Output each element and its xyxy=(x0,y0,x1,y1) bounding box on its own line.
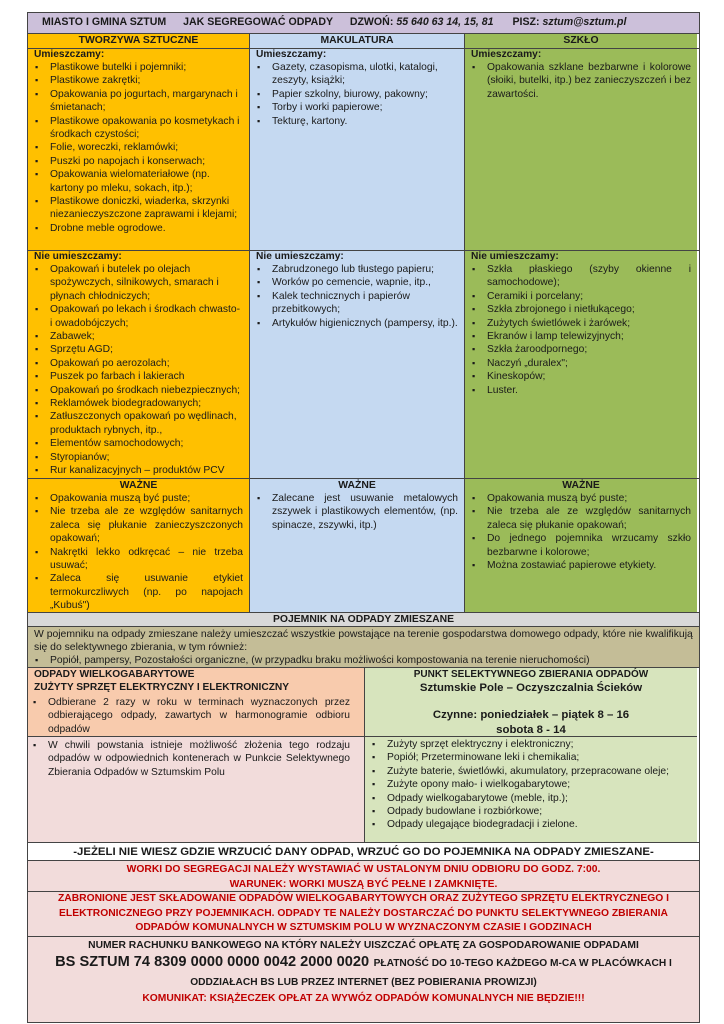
list-item: ▪ Nie trzeba ale ze względów sanitarnych zaleca się płukanie zanieczyszczonych opakowań; xyxy=(50,505,243,545)
list-item: ▪ Plastikowe butelki i pojemniki; xyxy=(50,61,243,74)
important-row xyxy=(28,479,699,613)
header-glass: SZKŁO xyxy=(465,34,697,48)
list-item: ▪ Opakowania wielomateriałowe (np. kartony po mleku, sokach, itp.); xyxy=(50,168,243,195)
list-item: ▪ Plastikowe opakowania po kosmetykach i środkach czystości; xyxy=(50,115,243,142)
bulky-waste-top xyxy=(28,668,364,737)
list-item: ▪ Szkła zbrojonego i nietłukącego; xyxy=(487,303,691,316)
paper-important-list xyxy=(250,492,464,532)
header-plastic: TWORZYWA SZTUCZNE xyxy=(28,34,250,48)
list-item: ▪ Opakowania muszą być puste; xyxy=(50,492,243,505)
bank-notice: KOMUNIKAT: KSIĄŻECZEK OPŁAT ZA WYWÓZ ODPADÓW KOMUNALNYCH NIE BĘDZIE!!! xyxy=(142,993,585,1004)
bank-account-number[interactable]: BS SZTUM 74 8309 0000 0000 0042 2000 0020 xyxy=(55,954,370,970)
prohibition-row xyxy=(28,892,699,937)
list-item: ▪ Zużyty sprzęt elektryczny i elektroniczny; xyxy=(387,738,691,751)
list-item: ▪ Artykułów higienicznych (pampersy, itp.). xyxy=(272,317,458,330)
glass-important-list xyxy=(465,492,697,572)
list-item: ▪ Zużytych świetlówek i żarówek; xyxy=(487,317,691,330)
prohibition-text: ZABRONIONE JEST SKŁADOWANIE ODPADÓW WIELKOGABARYTOWYCH ORAZ ZUŻYTEGO SPRZĘTU ELEKTRYCZNEGO I ELEKTRONICZNEGO PRZY POJEMNIKACH. ODPADY TE NALEŻY DOSTARCZAĆ DO PUNKTU SELEKTYWNEGO ZBIERANIA ODPADÓW KOMUNALNYCH W SZTUMSKIM POLU W WYZNACZONYM CZASIE I GODZINACH xyxy=(58,893,669,934)
pszok-bottom xyxy=(365,737,697,842)
pszok-title: PUNKT SELEKTYWNEGO ZBIERANIA ODPADÓW xyxy=(413,669,649,680)
mixed-waste-text: W pojemniku na odpady zmieszane należy umieszczać wszystkie powstające na terenie gospodarstwa domowego odpady, które nie kwalifikują się do selektywnego zbierania, w tym również: xyxy=(34,629,693,654)
list-item: ▪ Naczyń „duralex"; xyxy=(487,357,691,370)
list-item: ▪ Kalek technicznych i papierów przebitkowych; xyxy=(272,290,458,317)
list-item: ▪ Szkła płaskiego (szyby okienne i samochodowe); xyxy=(487,263,691,290)
list-item: ▪ Tekturę, kartony. xyxy=(272,115,458,128)
pszok-top xyxy=(365,668,697,737)
not-allowed-row xyxy=(28,251,699,479)
list-item: ▪ Drobne meble ogrodowe. xyxy=(50,222,243,235)
header-paper: MAKULATURA xyxy=(250,34,465,48)
column-headers xyxy=(28,34,699,49)
pszok-hours-saturday: sobota 8 - 14 xyxy=(496,724,566,736)
list-item: ▪ Puszki po napojach i konserwach; xyxy=(50,155,243,168)
list-item: ▪ Zabawek; xyxy=(50,330,243,343)
email-label: PISZ: xyxy=(512,16,540,28)
glass-allowed xyxy=(465,49,697,250)
list-item: ▪ Kineskopów; xyxy=(487,370,691,383)
list-item: ▪ Opakowań po lekach i środkach chwasto- i owadobójczych; xyxy=(50,303,243,330)
list-item: ▪ Luster. xyxy=(487,384,691,397)
list-item: ▪ Zużyte baterie, świetlówki, akumulatory, przepracowane oleje; xyxy=(387,765,691,778)
list-item: ▪ Opakowań i butelek po olejach spożywczych, silnikowych, smarach i płynach chłodniczych; xyxy=(50,263,243,303)
notice-row xyxy=(28,843,699,861)
plastic-important xyxy=(28,479,250,612)
plastic-allowed xyxy=(28,49,250,250)
list-item: ▪ Rur kanalizacyjnych – produktów PCV xyxy=(50,464,243,477)
list-item: ▪ Opakowania muszą być puste; xyxy=(487,492,691,505)
list-item: ▪ Reklamówek biodegradowanych; xyxy=(50,397,243,410)
list-item: ▪ Opakowania po jogurtach, margarynach i śmietanach; xyxy=(50,88,243,115)
bulky-waste-column xyxy=(28,668,365,842)
city-title: MIASTO I GMINA SZTUM xyxy=(42,16,167,28)
list-item: ▪ Zaleca się usuwanie etykiet termokurczliwych (np. po napojach „Kubuś") xyxy=(50,572,243,612)
plastic-allowed-label: Umieszczamy: xyxy=(34,49,105,60)
notice-text: -JEŻELI NIE WIESZ GDZIE WRZUCIĆ DANY ODPAD, WRZUĆ GO DO POJEMNIKA NA ODPADY ZMIESZANE- xyxy=(73,845,654,858)
mixed-waste-title: POJEMNIK NA ODPADY ZMIESZANE xyxy=(272,614,455,625)
glass-not-allowed-label: Nie umieszczamy: xyxy=(471,251,559,262)
mixed-waste-body xyxy=(28,627,699,668)
paper-important-label: WAŻNE xyxy=(338,480,376,491)
allowed-row xyxy=(28,49,699,251)
top-bar-line xyxy=(28,13,626,33)
paper-not-allowed xyxy=(250,251,465,478)
guide-title: JAK SEGREGOWAĆ ODPADY xyxy=(183,16,333,28)
warning-row xyxy=(28,861,699,892)
glass-not-allowed xyxy=(465,251,697,478)
pszok-hours-weekday: Czynne: poniedziałek – piątek 8 – 16 xyxy=(432,709,630,721)
paper-allowed-label: Umieszczamy: xyxy=(256,49,327,60)
list-item: ▪ Folie, woreczki, reklamówki; xyxy=(50,141,243,154)
list-item: ▪ Opakowania szklane bezbarwne i kolorowe (słoiki, butelki, itp.) bez zanieczyszczeń i bez zawartości. xyxy=(487,61,691,101)
plastic-allowed-list xyxy=(28,61,249,235)
list-item: ▪ Ekranów i lamp telewizyjnych; xyxy=(487,330,691,343)
list-item: ▪ Elementów samochodowych; xyxy=(50,437,243,450)
paper-allowed-list xyxy=(250,61,464,128)
email-address[interactable]: sztum@sztum.pl xyxy=(542,16,627,28)
paper-important xyxy=(250,479,465,612)
list-item: ▪ Szkła żaroodpornego; xyxy=(487,343,691,356)
glass-important-label: WAŻNE xyxy=(562,480,600,491)
bulky-title: ODPADY WIELKOGABARYTOWE xyxy=(34,669,195,680)
mixed-waste-header xyxy=(28,613,699,627)
plastic-not-allowed-list xyxy=(28,263,249,478)
list-item: ▪ Do jednego pojemnika wrzucamy szkło bezbarwne i kolorowe; xyxy=(487,532,691,559)
list-item: ▪ Zalecane jest usuwanie metalowych zszywek i plastikowych elementów, (np. spinacze, zszywki, itp.) xyxy=(272,492,458,532)
paper-allowed xyxy=(250,49,465,250)
list-item: ▪ Worków po cemencie, wapnie, itp., xyxy=(272,276,458,289)
list-item: ▪ Torby i worki papierowe; xyxy=(272,101,458,114)
mixed-waste-item: ▪ Popiół, pampersy, Pozostałości organiczne, (w przypadku braku możliwości kompostowania na terenie nieruchomości) xyxy=(50,654,687,667)
list-item: ▪ Plastikowe zakrętki; xyxy=(50,74,243,87)
list-item: ▪ Gazety, czasopisma, ulotki, katalogi, zeszyty, książki; xyxy=(272,61,458,88)
phone-label: DZWOŃ: xyxy=(349,16,394,28)
list-item: ▪ Puszek po farbach i lakierach xyxy=(50,370,243,383)
mixed-waste-list xyxy=(34,654,693,667)
pszok-place: Sztumskie Pole – Oczyszczalnia Ścieków xyxy=(419,682,643,694)
paper-not-allowed-list xyxy=(250,263,464,330)
plastic-not-allowed-label: Nie umieszczamy: xyxy=(34,251,122,262)
list-item: ▪ Plastikowe doniczki, wiaderka, skrzynki niezanieczyszczone zaprawami i klejami; xyxy=(50,195,243,222)
list-item: ▪ Nakrętki lekko odkręcać – nie trzeba usuwać; xyxy=(50,546,243,573)
bulky-item: ▪ Odbierane 2 razy w roku w terminach wyznaczonych przez odbierającego odpady, zawartych w harmonogramie odbioru odpadów xyxy=(48,696,350,736)
list-item: ▪ Opakowań po środkach niebezpiecznych; xyxy=(50,384,243,397)
pszok-list xyxy=(365,738,697,832)
list-item: ▪ Ceramiki i porcelany; xyxy=(487,290,691,303)
list-item: ▪ Można zostawiać papierowe etykiety. xyxy=(487,559,691,572)
plastic-important-label: WAŻNE xyxy=(119,480,158,491)
paper-not-allowed-label: Nie umieszczamy: xyxy=(256,251,344,262)
collection-block xyxy=(28,668,699,843)
top-bar xyxy=(28,13,699,34)
pszok-column xyxy=(365,668,697,842)
bulky-list xyxy=(34,694,358,736)
list-item: ▪ Odpady ulegające biodegradacji i zielone. xyxy=(387,818,691,831)
list-item: ▪ Nie trzeba ale ze względów sanitarnych zaleca się płukanie opakowań; xyxy=(487,505,691,532)
bulky-waste-bottom xyxy=(28,737,364,842)
bulky-pszok-item: ▪ W chwili powstania istnieje możliwość złożenia tego rodzaju odpadów w odpowiednich kontenerach w Punkcie Selektywnego Zbierania Odpadów w Sztumskim Polu xyxy=(48,739,350,779)
warning-line-1: WORKI DO SEGREGACJI NALEŻY WYSTAWIAĆ W USTALONYM DNIU ODBIORU DO GODZ. 7:00. xyxy=(126,864,601,875)
glass-not-allowed-list xyxy=(465,263,697,397)
waste-sorting-sheet xyxy=(27,12,700,1023)
glass-important xyxy=(465,479,697,612)
glass-allowed-label: Umieszczamy: xyxy=(471,49,542,60)
bulky-pszok-list xyxy=(34,739,358,779)
list-item: ▪ Popiół; Przeterminowane leki i chemikalia; xyxy=(387,751,691,764)
plastic-important-list xyxy=(28,492,249,613)
list-item: ▪ Odpady budowlane i rozbiórkowe; xyxy=(387,805,691,818)
list-item: ▪ Opakowań po aerozolach; xyxy=(50,357,243,370)
payment-info: PŁATNOŚĆ DO 10-TEGO KAŻDEGO M-CA W PLACÓWKACH I ODDZIAŁACH BS LUB PRZEZ INTERNET (BEZ POBIERANIA PROWIZJI) xyxy=(190,958,672,988)
list-item: ▪ Sprzętu AGD; xyxy=(50,343,243,356)
electro-title: ZUŻYTY SPRZĘT ELEKTRYCZNY I ELEKTRONICZNY xyxy=(34,681,290,693)
list-item: ▪ Zabrudzonego lub tłustego papieru; xyxy=(272,263,458,276)
list-item: ▪ Styropianów; xyxy=(50,451,243,464)
bank-title: NUMER RACHUNKU BANKOWEGO NA KTÓRY NALEŻY UISZCZAĆ OPŁATĘ ZA GOSPODAROWANIE ODPADAMI xyxy=(88,940,639,951)
list-item: ▪ Odpady wielkogabarytowe (meble, itp.); xyxy=(387,792,691,805)
glass-allowed-list xyxy=(465,61,697,101)
bank-line xyxy=(36,953,691,991)
warning-line-2: WARUNEK: WORKI MUSZĄ BYĆ PEŁNE I ZAMKNIĘTE. xyxy=(229,879,498,890)
plastic-not-allowed xyxy=(28,251,250,478)
phone-number[interactable]: 55 640 63 14, 15, 81 xyxy=(396,16,494,28)
bank-row xyxy=(28,937,699,1022)
list-item: ▪ Zużyte opony mało- i wielkogabarytowe; xyxy=(387,778,691,791)
list-item: ▪ Zatłuszczonych opakowań po wędlinach, produktach rybnych, itp., xyxy=(50,410,243,437)
list-item: ▪ Papier szkolny, biurowy, pakowny; xyxy=(272,88,458,101)
